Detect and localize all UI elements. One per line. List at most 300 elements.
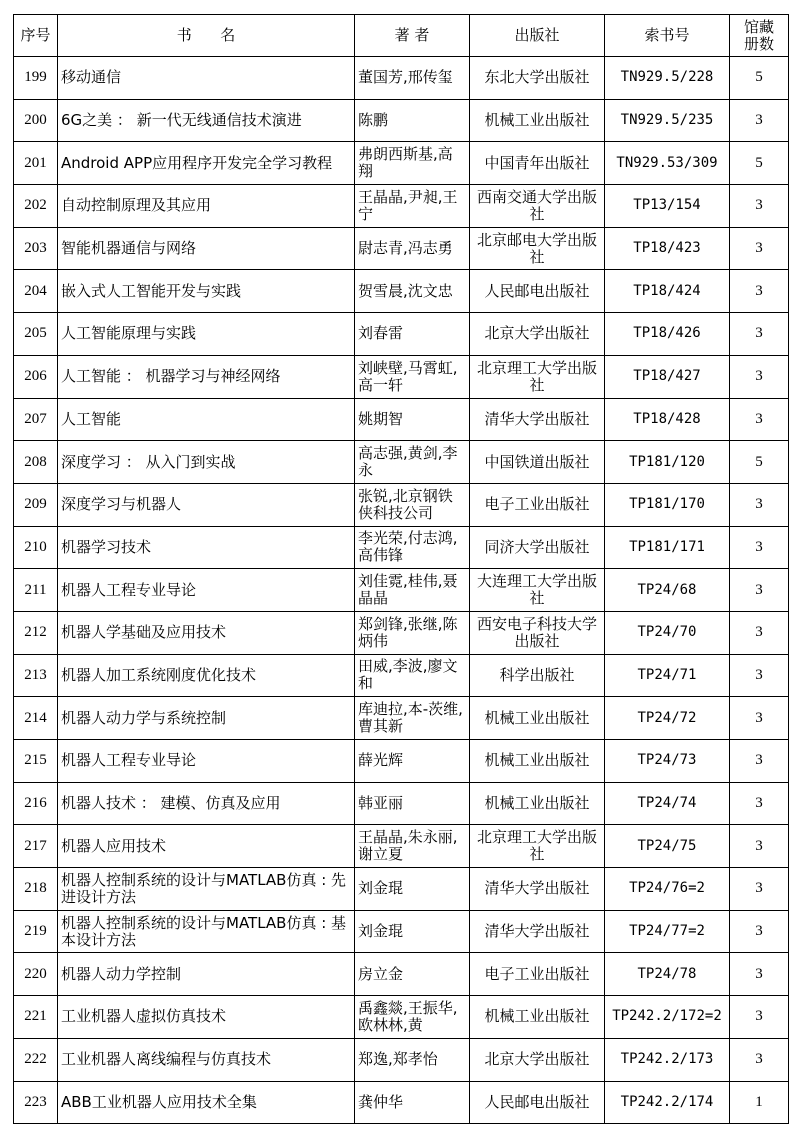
book-title: ABB工业机器人应用技术全集 [61, 1093, 257, 1111]
book-count: 5 [755, 453, 763, 470]
book-call-number: TP24/74 [637, 795, 697, 812]
book-count-cell [730, 185, 789, 228]
row-number: 213 [24, 666, 47, 683]
book-count-cell [730, 99, 789, 142]
book-call-number-cell [605, 910, 730, 953]
book-publisher: 中国铁道出版社 [484, 453, 590, 471]
book-count: 3 [755, 709, 763, 726]
book-call-number: TP18/424 [633, 282, 701, 299]
book-call-number-cell [605, 740, 730, 783]
book-publisher-cell [470, 953, 605, 996]
row-number: 212 [24, 624, 47, 641]
row-number: 199 [24, 69, 47, 86]
book-count: 3 [755, 1051, 763, 1068]
book-author-cell [355, 142, 470, 185]
book-title-cell [58, 526, 355, 569]
book-publisher-cell [470, 142, 605, 185]
book-publisher-cell [470, 910, 605, 953]
book-call-number-cell [605, 355, 730, 398]
table-row [14, 953, 789, 996]
book-count-cell [730, 142, 789, 185]
book-call-number-cell [605, 1038, 730, 1081]
row-number: 215 [24, 752, 47, 769]
table-row [14, 526, 789, 569]
book-author: 王晶晶,朱永丽,谢立夏 [358, 829, 458, 864]
book-count-cell [730, 57, 789, 100]
book-title: 人工智能原理与实践 [61, 325, 197, 343]
book-count: 5 [755, 69, 763, 86]
book-call-number: TN929.5/228 [620, 69, 714, 86]
book-call-number: TP181/171 [629, 538, 705, 555]
table-row [14, 910, 789, 953]
book-author: 弗朗西斯基,高翔 [358, 146, 453, 181]
row-number-cell [14, 654, 58, 697]
book-author: 董国芳,邢传玺 [358, 69, 453, 87]
book-publisher: 机械工业出版社 [484, 112, 590, 130]
row-number-cell [14, 740, 58, 783]
book-count-cell [730, 569, 789, 612]
book-title-cell [58, 910, 355, 953]
book-publisher: 大连理工大学出版社 [476, 573, 597, 608]
book-author: 陈鹏 [358, 112, 389, 130]
table-row [14, 227, 789, 270]
book-author-cell [355, 441, 470, 484]
book-count-cell [730, 227, 789, 270]
row-number-cell [14, 142, 58, 185]
book-call-number-cell [605, 825, 730, 868]
book-count: 3 [755, 837, 763, 854]
table-row [14, 654, 789, 697]
book-call-number: TP24/71 [637, 666, 697, 683]
book-publisher-cell [470, 1038, 605, 1081]
book-title: 人工智能 ： 机器学习与神经网络 [61, 368, 281, 386]
book-call-number-cell [605, 99, 730, 142]
book-call-number-cell [605, 697, 730, 740]
row-number: 220 [24, 965, 47, 982]
book-count: 3 [755, 624, 763, 641]
book-author: 尉志青,冯志勇 [358, 240, 453, 258]
book-author-cell [355, 825, 470, 868]
book-title-cell [58, 953, 355, 996]
book-call-number-cell [605, 398, 730, 441]
row-number: 223 [24, 1093, 47, 1110]
book-title-cell [58, 611, 355, 654]
book-publisher-cell [470, 185, 605, 228]
book-publisher: 东北大学出版社 [484, 69, 590, 87]
row-number-cell [14, 313, 58, 356]
row-number: 204 [24, 282, 47, 299]
table-row [14, 57, 789, 100]
book-publisher-cell [470, 1081, 605, 1124]
book-author-cell [355, 99, 470, 142]
book-author-cell [355, 398, 470, 441]
book-author: 禹鑫燚,王振华,欧林林,黄 [358, 999, 458, 1034]
book-list-table [13, 14, 789, 1124]
book-title: 机器人加工系统刚度优化技术 [61, 666, 257, 684]
book-call-number: TP18/428 [633, 410, 701, 427]
book-title-cell [58, 569, 355, 612]
book-title: 机器学习技术 [61, 538, 152, 556]
book-call-number-cell [605, 185, 730, 228]
book-title-cell [58, 99, 355, 142]
book-author-cell [355, 227, 470, 270]
book-count-cell [730, 483, 789, 526]
row-number-cell [14, 398, 58, 441]
book-title: 6G之美 ： 新一代无线通信技术演进 [61, 112, 302, 130]
book-publisher: 北京大学出版社 [484, 325, 590, 343]
book-title-cell [58, 227, 355, 270]
book-title: 工业机器人虚拟仿真技术 [61, 1008, 227, 1026]
book-publisher: 北京理工大学出版社 [476, 829, 597, 864]
book-count-cell [730, 270, 789, 313]
book-publisher-cell [470, 569, 605, 612]
book-publisher-cell [470, 227, 605, 270]
book-author: 田威,李波,廖文和 [358, 658, 458, 693]
row-number: 211 [24, 581, 47, 598]
book-publisher: 机械工业出版社 [484, 795, 590, 813]
book-count: 3 [755, 795, 763, 812]
book-author-cell [355, 1081, 470, 1124]
book-publisher-cell [470, 825, 605, 868]
table-row [14, 697, 789, 740]
table-row [14, 996, 789, 1039]
table-row [14, 483, 789, 526]
book-count: 3 [755, 325, 763, 342]
book-publisher-cell [470, 697, 605, 740]
book-call-number-cell [605, 483, 730, 526]
book-count: 3 [755, 410, 763, 427]
book-publisher: 机械工业出版社 [484, 752, 590, 770]
book-author-cell [355, 483, 470, 526]
row-number: 203 [24, 240, 47, 257]
book-title: 深度学习 ： 从入门到实战 [61, 453, 236, 471]
book-author-cell [355, 569, 470, 612]
book-count-cell [730, 313, 789, 356]
header-title: 书 名 [58, 15, 355, 57]
book-count: 3 [755, 197, 763, 214]
row-number-cell [14, 526, 58, 569]
book-title-cell [58, 313, 355, 356]
book-author-cell [355, 996, 470, 1039]
row-number-cell [14, 697, 58, 740]
row-number-cell [14, 1081, 58, 1124]
book-count: 3 [755, 240, 763, 257]
row-number-cell [14, 483, 58, 526]
book-publisher: 机械工业出版社 [484, 709, 590, 727]
book-title-cell [58, 697, 355, 740]
book-publisher-cell [470, 313, 605, 356]
book-call-number-cell [605, 868, 730, 911]
book-count-cell [730, 355, 789, 398]
book-call-number: TP24/76=2 [629, 880, 705, 897]
book-publisher-cell [470, 441, 605, 484]
book-call-number-cell [605, 142, 730, 185]
book-publisher: 西南交通大学出版社 [476, 188, 597, 223]
table-row [14, 270, 789, 313]
book-title: 机器人工程专业导论 [61, 581, 197, 599]
book-publisher-cell [470, 483, 605, 526]
book-call-number: TP24/68 [637, 581, 697, 598]
book-count: 3 [755, 538, 763, 555]
book-author: 郑剑锋,张继,陈炳伟 [358, 615, 458, 650]
book-title-cell [58, 270, 355, 313]
book-publisher: 西安电子科技大学出版社 [476, 615, 597, 650]
row-number: 219 [24, 923, 47, 940]
book-count-cell [730, 697, 789, 740]
book-publisher: 人民邮电出版社 [484, 282, 590, 300]
row-number-cell [14, 270, 58, 313]
row-number-cell [14, 996, 58, 1039]
row-number: 217 [24, 837, 47, 854]
book-author-cell [355, 868, 470, 911]
book-call-number: TP181/120 [629, 453, 705, 470]
row-number-cell [14, 355, 58, 398]
book-publisher-cell [470, 782, 605, 825]
book-call-number: TP24/73 [637, 752, 697, 769]
row-number: 200 [24, 112, 47, 129]
book-count: 3 [755, 581, 763, 598]
book-call-number: TP18/427 [633, 368, 701, 385]
book-author-cell [355, 270, 470, 313]
book-author: 薛光辉 [358, 752, 404, 770]
book-title: 自动控制原理及其应用 [61, 197, 212, 215]
header-author: 著 者 [355, 15, 470, 57]
book-publisher-cell [470, 355, 605, 398]
book-call-number-cell [605, 654, 730, 697]
book-call-number: TP242.2/174 [620, 1093, 714, 1110]
header-call-number: 索书号 [605, 15, 730, 57]
book-call-number-cell [605, 227, 730, 270]
book-count: 5 [755, 154, 763, 171]
book-count-cell [730, 996, 789, 1039]
book-title-cell [58, 825, 355, 868]
book-publisher: 北京邮电大学出版社 [476, 231, 597, 266]
book-publisher: 北京大学出版社 [484, 1051, 590, 1069]
row-number-cell [14, 953, 58, 996]
book-author: 刘金琨 [358, 880, 404, 898]
book-title: 机器人工程专业导论 [61, 752, 197, 770]
book-call-number-cell [605, 996, 730, 1039]
book-call-number-cell [605, 313, 730, 356]
book-title: 机器人动力学与系统控制 [61, 709, 227, 727]
book-publisher-cell [470, 99, 605, 142]
book-count-cell [730, 441, 789, 484]
book-count-cell [730, 398, 789, 441]
header-row [14, 15, 789, 57]
book-publisher-cell [470, 996, 605, 1039]
book-title-cell [58, 57, 355, 100]
book-title: 深度学习与机器人 [61, 496, 182, 514]
book-call-number: TN929.5/235 [620, 112, 714, 129]
book-title: Android APP应用程序开发完全学习教程 [61, 154, 333, 172]
book-count-cell [730, 910, 789, 953]
book-title-cell [58, 1081, 355, 1124]
table-body [14, 57, 789, 1124]
book-count-cell [730, 611, 789, 654]
table-row [14, 1038, 789, 1081]
book-call-number-cell [605, 1081, 730, 1124]
row-number: 216 [24, 795, 47, 812]
book-title: 机器人控制系统的设计与MATLAB仿真 : 先进设计方法 [61, 871, 347, 906]
book-call-number-cell [605, 57, 730, 100]
book-publisher-cell [470, 654, 605, 697]
table-row [14, 825, 789, 868]
book-author-cell [355, 910, 470, 953]
header-count-label: 馆藏册数 [743, 18, 774, 53]
row-number: 202 [24, 197, 47, 214]
row-number: 214 [24, 709, 47, 726]
book-author-cell [355, 654, 470, 697]
book-title-cell [58, 868, 355, 911]
row-number-cell [14, 441, 58, 484]
book-call-number: TP24/72 [637, 709, 697, 726]
book-title: 人工智能 [61, 410, 122, 428]
book-title: 嵌入式人工智能开发与实践 [61, 282, 242, 300]
book-count-cell [730, 782, 789, 825]
book-author: 韩亚丽 [358, 795, 404, 813]
book-title-cell [58, 355, 355, 398]
book-count: 3 [755, 666, 763, 683]
book-title: 智能机器通信与网络 [61, 240, 197, 258]
book-call-number: TP18/426 [633, 325, 701, 342]
table-row [14, 782, 789, 825]
book-count: 3 [755, 965, 763, 982]
book-publisher-cell [470, 611, 605, 654]
table-row [14, 611, 789, 654]
book-title: 机器人控制系统的设计与MATLAB仿真 : 基本设计方法 [61, 914, 347, 949]
book-publisher: 人民邮电出版社 [484, 1093, 590, 1111]
book-count: 3 [755, 1008, 763, 1025]
table-row [14, 740, 789, 783]
row-number-cell [14, 99, 58, 142]
book-call-number: TP24/70 [637, 624, 697, 641]
book-call-number-cell [605, 569, 730, 612]
book-title-cell [58, 185, 355, 228]
row-number-cell [14, 611, 58, 654]
book-call-number: TP242.2/173 [620, 1051, 714, 1068]
book-author: 刘佳霓,桂伟,聂晶晶 [358, 573, 458, 608]
header-no: 序号 [14, 15, 58, 57]
book-author: 李光荣,付志鸿,高伟锋 [358, 530, 458, 565]
book-count: 3 [755, 496, 763, 513]
book-author: 龚仲华 [358, 1093, 404, 1111]
row-number-cell [14, 782, 58, 825]
book-count-cell [730, 654, 789, 697]
book-author-cell [355, 611, 470, 654]
book-author: 库迪拉,本-茨维,曹其新 [358, 701, 463, 736]
table-row [14, 868, 789, 911]
row-number-cell [14, 569, 58, 612]
book-call-number-cell [605, 270, 730, 313]
book-count-cell [730, 740, 789, 783]
row-number: 222 [24, 1051, 47, 1068]
book-author: 刘峡壁,马霄虹,高一轩 [358, 359, 458, 394]
book-call-number: TP24/77=2 [629, 923, 705, 940]
book-publisher-cell [470, 740, 605, 783]
book-call-number-cell [605, 782, 730, 825]
book-call-number-cell [605, 526, 730, 569]
book-count-cell [730, 1038, 789, 1081]
book-author-cell [355, 1038, 470, 1081]
book-count-cell [730, 825, 789, 868]
row-number: 205 [24, 325, 47, 342]
table-row [14, 441, 789, 484]
book-count-cell [730, 1081, 789, 1124]
row-number: 207 [24, 410, 47, 427]
table-row [14, 569, 789, 612]
book-author-cell [355, 355, 470, 398]
book-author-cell [355, 697, 470, 740]
book-title: 工业机器人离线编程与仿真技术 [61, 1051, 272, 1069]
book-count: 3 [755, 282, 763, 299]
book-title-cell [58, 483, 355, 526]
book-author: 王晶晶,尹昶,王宁 [358, 188, 458, 223]
book-count: 3 [755, 923, 763, 940]
book-publisher: 北京理工大学出版社 [476, 359, 597, 394]
book-author: 刘春雷 [358, 325, 404, 343]
book-publisher: 科学出版社 [499, 666, 575, 684]
book-publisher: 清华大学出版社 [484, 923, 590, 941]
book-publisher: 电子工业出版社 [484, 496, 590, 514]
book-author-cell [355, 740, 470, 783]
book-author: 房立金 [358, 965, 404, 983]
table-row [14, 185, 789, 228]
book-count: 3 [755, 880, 763, 897]
book-author: 郑逸,郑孝怡 [358, 1051, 438, 1069]
table-row [14, 99, 789, 142]
book-title-cell [58, 654, 355, 697]
book-author-cell [355, 185, 470, 228]
book-count-cell [730, 953, 789, 996]
book-author: 高志强,黄剑,李永 [358, 445, 458, 480]
book-publisher-cell [470, 526, 605, 569]
book-publisher: 清华大学出版社 [484, 410, 590, 428]
book-title: 机器人动力学控制 [61, 965, 182, 983]
book-publisher-cell [470, 868, 605, 911]
book-publisher: 中国青年出版社 [484, 154, 590, 172]
book-author-cell [355, 57, 470, 100]
book-title: 机器人学基础及应用技术 [61, 624, 227, 642]
book-publisher: 机械工业出版社 [484, 1008, 590, 1026]
book-count: 3 [755, 368, 763, 385]
book-author: 贺雪晨,沈文忠 [358, 282, 453, 300]
row-number-cell [14, 825, 58, 868]
book-title: 机器人技术 ： 建模、仿真及应用 [61, 795, 281, 813]
book-count: 3 [755, 752, 763, 769]
table-row [14, 313, 789, 356]
book-title-cell [58, 142, 355, 185]
book-title: 机器人应用技术 [61, 837, 167, 855]
table-row [14, 355, 789, 398]
book-publisher: 清华大学出版社 [484, 880, 590, 898]
book-call-number-cell [605, 611, 730, 654]
table-row [14, 398, 789, 441]
row-number-cell [14, 1038, 58, 1081]
book-publisher-cell [470, 270, 605, 313]
book-call-number: TN929.53/309 [616, 154, 718, 171]
book-author-cell [355, 313, 470, 356]
row-number-cell [14, 910, 58, 953]
book-count: 3 [755, 112, 763, 129]
book-count-cell [730, 868, 789, 911]
book-count: 1 [755, 1093, 763, 1110]
book-call-number-cell [605, 953, 730, 996]
book-title-cell [58, 996, 355, 1039]
table-row [14, 1081, 789, 1124]
row-number: 208 [24, 453, 47, 470]
book-call-number: TP24/75 [637, 837, 697, 854]
book-author-cell [355, 526, 470, 569]
